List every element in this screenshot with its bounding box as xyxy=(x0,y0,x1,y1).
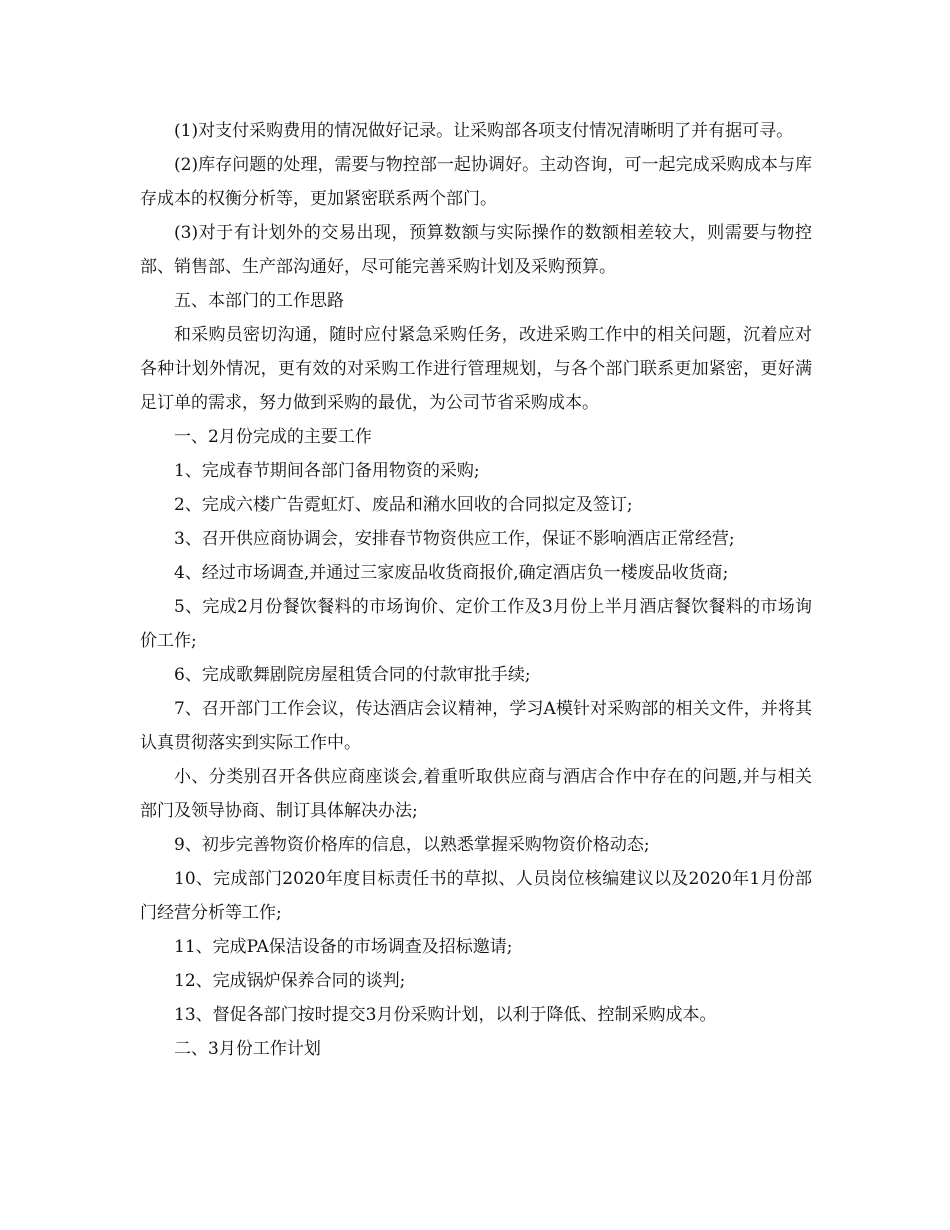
list-item-9: 9、初步完善物资价格库的信息，以熟悉掌握采购物资价格动态; xyxy=(174,835,650,855)
paragraph-item-3: (3)对于有计划外的交易出现，预算数额与实际操作的数额相差较大，则需要与物控部、销售部、生产部沟通好，尽可能完善采购计划及采购预算。 xyxy=(140,223,812,277)
list-item-5: 5、完成2月份餐饮餐料的市场询价、定价工作及3月份上半月酒店餐饮餐料的市场询价工作; xyxy=(140,597,812,651)
list-item-11: 11、完成PA保洁设备的市场调查及招标邀请; xyxy=(174,937,513,957)
document-body xyxy=(140,114,812,1066)
list-item-3: 3、召开供应商协调会，安排春节物资供应工作，保证不影响酒店正常经营; xyxy=(174,529,735,549)
list-item-8: 小、分类别召开各供应商座谈会,着重听取供应商与酒店合作中存在的问题,并与相关部门及领导协商、制订具体解决办法; xyxy=(140,767,812,821)
section-heading-march-plan: 二、3月份工作计划 xyxy=(174,1039,321,1059)
section-heading-feb-work: 一、2月份完成的主要工作 xyxy=(174,427,372,447)
paragraph-work-approach: 和采购员密切沟通，随时应付紧急采购任务，改进采购工作中的相关问题，沉着应对各种计划外情况，更有效的对采购工作进行管理规划，与各个部门联系更加紧密，更好满足订单的需求，努力做到采购的最优，为公司节省采购成本。 xyxy=(140,325,812,413)
list-item-1: 1、完成春节期间各部门备用物资的采购; xyxy=(174,461,480,481)
list-item-4: 4、经过市场调查,并通过三家废品收货商报价,确定酒店负一楼废品收货商; xyxy=(174,563,729,583)
list-item-6: 6、完成歌舞剧院房屋租赁合同的付款审批手续; xyxy=(174,665,531,685)
section-heading-five: 五、本部门的工作思路 xyxy=(174,291,344,311)
list-item-7: 7、召开部门工作会议，传达酒店会议精神，学习A模针对采购部的相关文件，并将其认真贯彻落实到实际工作中。 xyxy=(140,699,812,753)
list-item-13: 13、督促各部门按时提交3月份采购计划，以利于降低、控制采购成本。 xyxy=(174,1005,717,1025)
paragraph-item-1: (1)对支付采购费用的情况做好记录。让采购部各项支付情况清晰明了并有据可寻。 xyxy=(174,121,794,141)
list-item-10: 10、完成部门2020年度目标责任书的草拟、人员岗位核编建议以及2020年1月份部门经营分析等工作; xyxy=(140,869,812,923)
list-item-12: 12、完成锅炉保养合同的谈判; xyxy=(174,971,406,991)
list-item-2: 2、完成六楼广告霓虹灯、废品和潲水回收的合同拟定及签订; xyxy=(174,495,633,515)
paragraph-item-2: (2)库存问题的处理，需要与物控部一起协调好。主动咨询，可一起完成采购成本与库存成本的权衡分析等，更加紧密联系两个部门。 xyxy=(140,155,812,209)
